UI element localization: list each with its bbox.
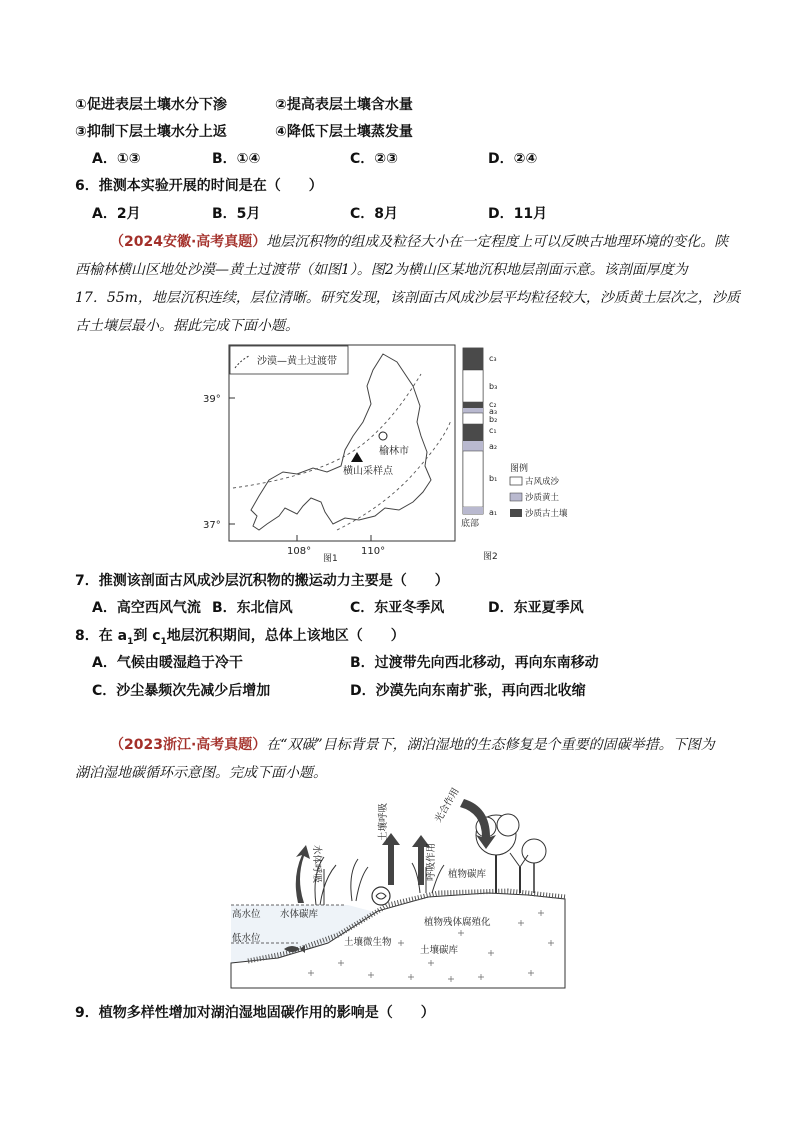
layer-a1 [463,507,483,514]
legend-swatch-loess [510,493,522,501]
q6-option-a[interactable]: A．2月 [92,206,141,222]
q8-stem-mid: 到 c [133,628,161,644]
map-legend-label: 沙漠—黄土过渡带 [257,356,337,367]
passage1-line3: 17．55m，地层沉积连续，层位清晰。研究发现，该剖面古风成沙层平均粒径较大，沙质黄土层次之，沙质 [75,290,740,306]
label-water-carbon: 水体碳库 [280,909,319,920]
label-humus: 植物残体腐殖化 [424,917,491,928]
layer-label-c1: c₁ [489,426,497,435]
q8-sub-1: 1 [127,636,134,647]
q6-stem: 6．推测本实验开展的时间是在（ ） [75,178,323,194]
label-high-water: 高水位 [232,909,261,920]
q6-option-b[interactable]: B．5月 [212,206,261,222]
layer-c2 [463,402,483,408]
passage1-text1: 地层沉积物的组成及粒径大小在一定程度上可以反映古地理环境的变化。陕 [266,234,729,250]
figure2-legend-title: 图例 [510,464,529,474]
passage1-line2: 西榆林横山区地处沙漠—黄土过渡带（如图1）。图2为横山区某地沉积地层剖面示意。该剖面厚度为 [75,262,688,278]
figure2-caption: 图2 [483,552,498,562]
q7-stem: 7．推测该剖面古风成沙层沉积物的搬运动力主要是（ ） [75,573,449,589]
q8-stem-post: 地层沉积期间，总体上该地区（ ） [166,628,405,644]
q9-stem: 9．植物多样性增加对湖泊湿地固碳作用的影响是（ ） [75,1005,435,1021]
layer-b2 [463,413,483,424]
figure3-carbon-cycle [228,786,568,993]
sampling-site-label: 横山采样点 [343,466,393,477]
layer-label-a3: a₃ [489,407,498,416]
layer-label-b3: b₃ [489,382,498,391]
yulin-city-marker [379,432,387,440]
lon-108-label: 108° [287,546,312,557]
lon-110-label: 110° [361,546,386,557]
label-respiration: 呼吸作用 [426,842,437,881]
column-bottom-label: 底部 [461,519,480,529]
label-soil-microbe: 土壤微生物 [344,937,392,948]
figure2-column [458,345,568,563]
q5-option-d[interactable]: D．②④ [488,151,538,167]
q8-option-d[interactable]: D．沙漠先向东南扩张，再向西北收缩 [350,683,586,699]
layer-b1 [463,451,483,507]
q8-stem-pre: 8．在 a [75,628,128,644]
passage2-line2: 湖泊湿地碳循环示意图。完成下面小题。 [75,765,327,781]
q7-option-d[interactable]: D．东亚夏季风 [488,600,584,616]
figure1-caption: 图1 [323,554,338,564]
passage2-line1 [110,735,715,755]
q7-option-c[interactable]: C．东亚冬季风 [350,600,445,616]
water-respiration-arrow [296,845,310,903]
layer-label-b1: b₁ [489,474,498,483]
q5-option-a[interactable]: A．①③ [92,151,141,167]
statement-2: ②提高表层土壤含水量 [275,97,413,113]
layer-label-c3: c₃ [489,354,497,363]
figure1-map [203,340,460,565]
legend-label-paleosol: 沙质古土壤 [525,509,568,519]
yulin-city-label: 榆林市 [379,446,409,457]
layer-c3 [463,348,483,370]
lat-39-label: 39° [203,394,221,405]
layer-a3 [463,408,483,413]
layer-label-c2: c₂ [489,400,497,409]
passage2-source: （2023浙江·高考真题） [110,737,267,753]
q8-sub-2: 1 [160,636,167,647]
q8-stem [75,626,405,652]
q8-option-c[interactable]: C．沙尘暴频次先减少后增加 [92,683,271,699]
statement-4: ④降低下层土壤蒸发量 [275,124,413,140]
q8-option-a[interactable]: A．气候由暖湿趋于冷干 [92,655,243,671]
statement-3: ③抑制下层土壤水分上返 [75,124,227,140]
label-soil-respiration: 土壤呼吸 [378,802,389,841]
legend-swatch-paleosol [510,509,522,517]
q5-option-c[interactable]: C．②③ [350,151,398,167]
layer-label-a2: a₂ [489,442,498,451]
label-photosynthesis: 光合作用 [433,786,462,825]
label-plant-carbon: 植物碳库 [448,869,487,880]
q6-option-d[interactable]: D．11月 [488,206,548,222]
q7-option-a[interactable]: A．高空西风气流 [92,600,201,616]
passage2-text1: 在“双碳”目标背景下，湖泊湿地的生态修复是个重要的固碳举措。下图为 [266,737,715,753]
layer-b3 [463,370,483,402]
statement-1: ①促进表层土壤水分下渗 [75,97,227,113]
q7-option-b[interactable]: B．东北信风 [212,600,293,616]
layer-label-a1: a₁ [489,508,498,517]
q8-option-b[interactable]: B．过渡带先向西北移动，再向东南移动 [350,655,599,671]
layer-c1 [463,424,483,441]
label-water-respiration: 水体呼吸 [311,845,322,884]
passage1-line4: 古土壤层最小。据此完成下面小题。 [75,318,299,334]
label-low-water: 低水位 [232,933,261,944]
q5-option-b[interactable]: B．①④ [212,151,261,167]
soil-microbe-icon [372,887,390,905]
layer-a2 [463,441,483,451]
legend-swatch-sand [510,477,522,485]
layer-label-b2: b₂ [489,415,498,424]
passage1-source: （2024安徽·高考真题） [110,234,267,250]
passage1-line1 [110,232,728,252]
legend-label-sand: 古风成沙 [525,477,560,487]
label-soil-carbon: 土壤碳库 [420,945,459,956]
legend-label-loess: 沙质黄土 [525,493,560,503]
q6-option-c[interactable]: C．8月 [350,206,399,222]
lat-37-label: 37° [203,520,221,531]
